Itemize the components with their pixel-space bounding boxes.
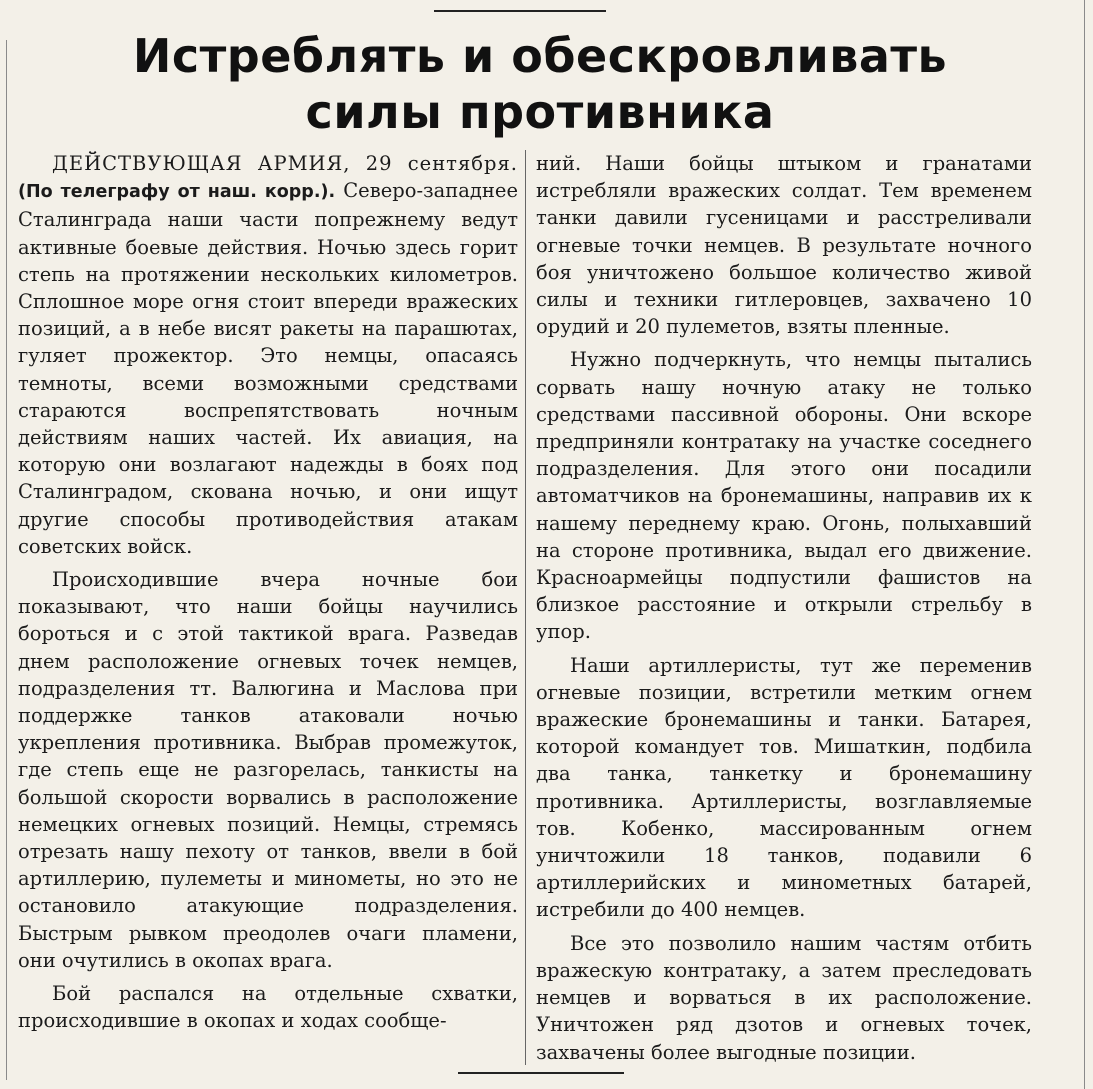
headline-line-1: Истреблять и обескровливать <box>132 29 948 83</box>
headline-line-2: силы противника <box>305 85 775 139</box>
article-paragraph-2: Происходившие вчера ночные бои показывают, что наши бойцы научились бороться и с этой тактикой врага. Разведав днем расположение огневых точек немцев, подразделения тт. Валюгина и Маслова при поддержке танков атаковали ночью укрепления противника. Выбрав промежуток, где степь еще не разгорелась, танкисты на большой скорости ворвались в расположение немецких огневых позиций. Немцы, стремясь отрезать нашу пехоту от танков, ввели в бой артиллерию, пулеметы и минометы, но это не остановило атакующие подразделения. Быстрым рывком преодолев очаги пламени, они очутились в окопах врага. <box>18 568 518 972</box>
top-divider-rule <box>434 10 606 12</box>
article-headline <box>60 28 1020 140</box>
article-dateline: ДЕЙСТВУЮЩАЯ АРМИЯ, 29 сентября. <box>52 152 518 175</box>
article-paragraph-1 <box>18 150 518 560</box>
article-paragraph-4: Нужно подчеркнуть, что немцы пытались сорвать нашу ночную атаку не только средствами пассивной обороны. Они вскоре предприняли контратаку на участке соседнего подразделения. Для этого они посадили автоматчиков на бронемашины, направив их к нашему переднему краю. Огонь, полыхавший на стороне противника, выдал его движение. Красноармейцы подпустили фашистов на близкое расстояние и открыли стрельбу в упор. <box>536 348 1032 644</box>
right-margin-rule <box>1084 0 1085 1089</box>
column-divider <box>525 150 526 1065</box>
article-paragraph-6: Все это позволило нашим частям отбить вражескую контратаку, а затем преследовать немцев и ворваться в их расположение. Уничтожен ряд дзотов и огневых точек, захвачены более выгодные позиции. <box>536 931 1032 1064</box>
article-paragraph-5: Наши артиллеристы, тут же переменив огневые позиции, встретили метким огнем вражеские бронемашины и танки. Батарея, которой командует тов. Мишаткин, подбила два танка, танкетку и бронемашину противника. Артиллеристы, возглавляемые тов. Кобенко, массированным огнем уничтожили 18 танков, подавили 6 артиллерийских и минометных батарей, истребили до 400 немцев. <box>536 653 1032 922</box>
article-column-left <box>18 150 518 1041</box>
bottom-divider-rule <box>458 1072 624 1074</box>
article-source: (По телеграфу от наш. корр.). <box>18 182 336 203</box>
article-paragraph-3-end: ний. Наши бойцы штыком и гранатами истребляли вражеских солдат. Тем временем танки давили гусеницами и расстреливали огневые точки немцев. В результате ночного боя уничтожено большое количество живой силы и техники гитлеровцев, захвачено 10 орудий и 20 пулеметов, взяты пленные. <box>536 152 1032 339</box>
article-column-right <box>536 150 1032 1072</box>
paragraph-1-text: Северо-западнее Сталинграда наши части попрежнему ведут активные боевые действия. Ночью здесь горит степь на протяжении нескольких километров. Сплошное море огня стоит впереди вражеских позиций, а в небе висят ракеты на парашютах, гуляет прожектор. Это немцы, опасаясь темноты, всеми возможными средствами стараются воспрепятствовать ночным действиям наших частей. Их авиация, на которую они возлагают надежды в боях под Сталинградом, скована ночью, и они ищут другие способы противодействия атакам советских войск. <box>18 179 519 558</box>
left-margin-rule <box>6 40 7 1080</box>
article-paragraph-3-start: Бой распался на отдельные схватки, происходившие в окопах и ходах сообще- <box>18 982 518 1033</box>
